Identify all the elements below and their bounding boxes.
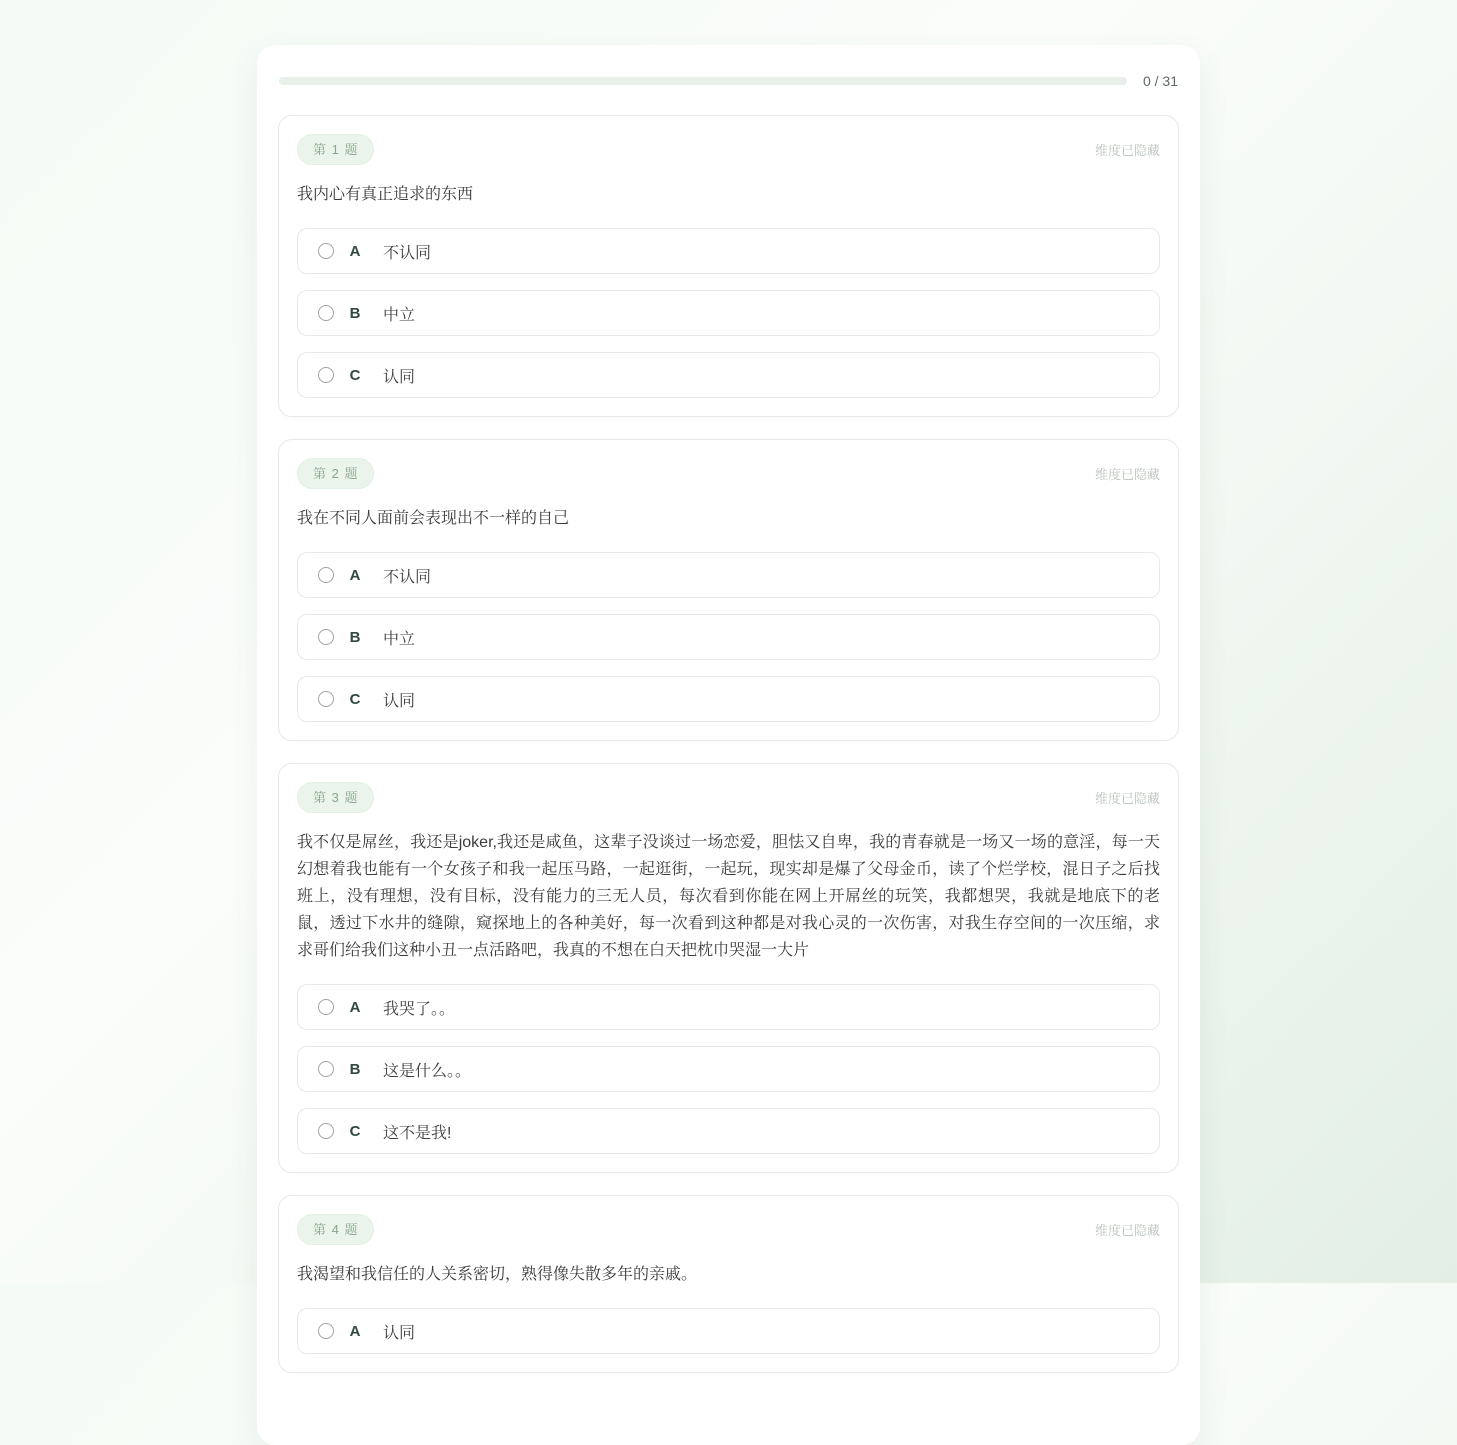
option-row[interactable]	[297, 984, 1160, 1030]
radio-button-icon[interactable]	[318, 691, 334, 707]
option-label: 认同	[383, 692, 416, 710]
option-letter: B	[349, 628, 361, 646]
option-row[interactable]	[297, 1308, 1160, 1354]
option-letter: C	[349, 1122, 361, 1140]
progress-row	[279, 73, 1178, 89]
option-row[interactable]	[297, 1108, 1160, 1154]
option-letter: A	[349, 242, 361, 260]
dimension-hidden-label: 维度已隐藏	[1094, 143, 1160, 158]
radio-button-icon[interactable]	[318, 243, 334, 259]
radio-button-icon[interactable]	[318, 367, 334, 383]
option-label: 我哭了。。	[383, 1000, 456, 1018]
option-label: 不认同	[383, 568, 432, 586]
question-card-header	[297, 782, 1160, 813]
option-letter: A	[349, 566, 361, 584]
radio-button-icon[interactable]	[318, 1123, 334, 1139]
question-number-badge: 第 2 题	[297, 458, 374, 489]
option-row[interactable]	[297, 614, 1160, 660]
option-letter: B	[349, 304, 361, 322]
survey-container	[257, 45, 1200, 1445]
option-label: 中立	[383, 630, 416, 648]
option-row[interactable]	[297, 290, 1160, 336]
radio-button-icon[interactable]	[318, 305, 334, 321]
question-text: 我在不同人面前会表现出不一样的自己	[297, 510, 570, 527]
option-row[interactable]	[297, 676, 1160, 722]
option-label: 认同	[383, 1324, 416, 1342]
option-letter: A	[349, 998, 361, 1016]
option-list	[297, 552, 1160, 722]
option-label: 不认同	[383, 244, 432, 262]
question-card-header	[297, 134, 1160, 165]
question-list	[278, 115, 1179, 1373]
option-letter: B	[349, 1060, 361, 1078]
option-row[interactable]	[297, 352, 1160, 398]
question-card	[278, 439, 1179, 741]
dimension-hidden-label: 维度已隐藏	[1094, 1223, 1160, 1238]
question-text: 我不仅是屌丝，我还是joker,我还是咸鱼，这辈子没谈过一场恋爱，胆怯又自卑，我的青春就是一场又一场的意淫，每一天幻想着我也能有一个女孩子和我一起压马路，一起逛街，一起玩，现实却是爆了父母金币，读了个烂学校，混日子之后找班上，没有理想，没有目标，没有能力的三无人员，每次看到你能在网上开屌丝的玩笑，我都想哭，我就是地底下的老鼠，透过下水井的缝隙，窥探地上的各种美好，每一次看到这种都是对我心灵的一次伤害，对我生存空间的一次压缩，求求哥们给我们这种小丑一点活路吧，我真的不想在白天把枕巾哭湿一大片	[297, 834, 1160, 959]
question-card	[278, 763, 1179, 1173]
option-label: 这是什么。。	[383, 1062, 472, 1080]
dimension-hidden-label: 维度已隐藏	[1094, 791, 1160, 806]
dimension-hidden-label: 维度已隐藏	[1094, 467, 1160, 482]
option-list	[297, 1308, 1160, 1354]
question-card-header	[297, 1214, 1160, 1245]
option-list	[297, 228, 1160, 398]
progress-bar	[279, 77, 1127, 85]
option-label: 这不是我!	[383, 1124, 452, 1142]
radio-button-icon[interactable]	[318, 1323, 334, 1339]
radio-button-icon[interactable]	[318, 629, 334, 645]
option-letter: A	[349, 1322, 361, 1340]
question-number-badge: 第 1 题	[297, 134, 374, 165]
option-letter: C	[349, 366, 361, 384]
radio-button-icon[interactable]	[318, 999, 334, 1015]
question-card	[278, 1195, 1179, 1373]
option-row[interactable]	[297, 228, 1160, 274]
question-text: 我渴望和我信任的人关系密切，熟得像失散多年的亲戚。	[297, 1266, 698, 1283]
option-row[interactable]	[297, 552, 1160, 598]
question-card	[278, 115, 1179, 417]
progress-count: 0 / 31	[1142, 73, 1178, 89]
option-label: 认同	[383, 368, 416, 386]
question-number-badge: 第 4 题	[297, 1214, 374, 1245]
option-list	[297, 984, 1160, 1154]
page-background	[0, 45, 1457, 1342]
radio-button-icon[interactable]	[318, 1061, 334, 1077]
option-row[interactable]	[297, 1046, 1160, 1092]
option-letter: C	[349, 690, 361, 708]
option-label: 中立	[383, 306, 416, 324]
question-number-badge: 第 3 题	[297, 782, 374, 813]
question-text: 我内心有真正追求的东西	[297, 186, 474, 203]
question-card-header	[297, 458, 1160, 489]
radio-button-icon[interactable]	[318, 567, 334, 583]
